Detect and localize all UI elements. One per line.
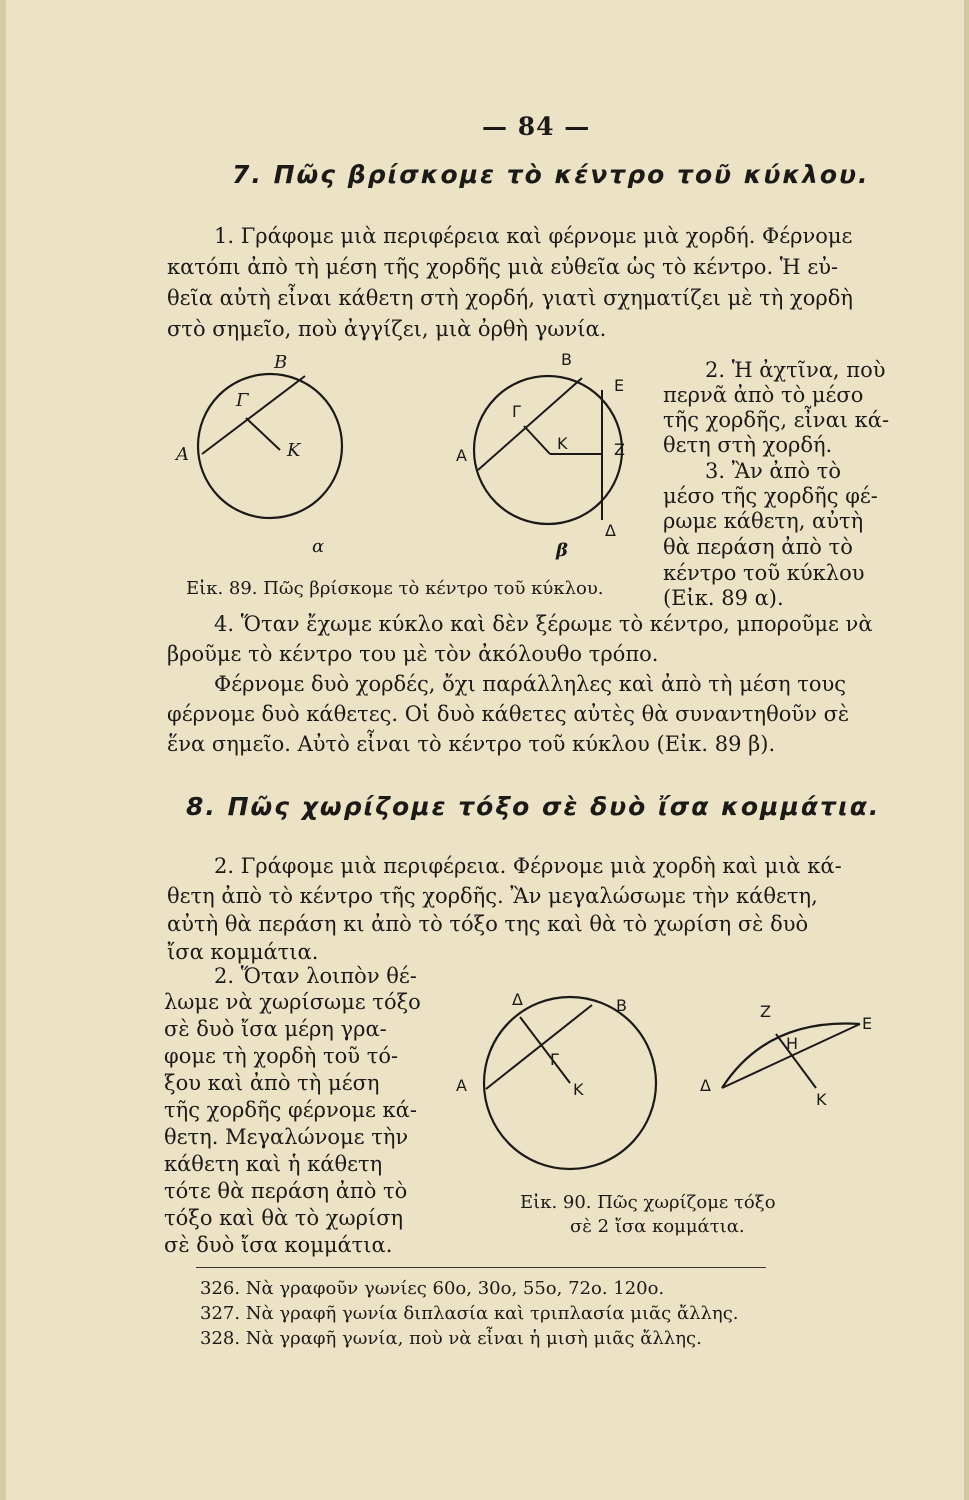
section-8-title: 8. Πῶς χωρίζομε τόξο σὲ δυὸ ἴσα κομμάτια. [186, 792, 881, 821]
fig89a-sublabel: α [312, 536, 325, 557]
fig89b-label-g: Γ [512, 402, 521, 421]
s7-p1-line: 1. Γράφομε μιὰ περιφέρεια καὶ φέρνομε μιὰ χορδή. Φέρνομε [214, 224, 853, 248]
s7-side-line: ρωμε κάθετη, αὐτὴ [663, 509, 864, 533]
figure-89a [190, 360, 360, 530]
figure-90b [712, 1000, 872, 1110]
fig90a-label-k: Κ [573, 1080, 584, 1099]
s8-p2-line: τῆς χορδῆς φέρνομε κά- [164, 1098, 417, 1122]
fig90a-label-b: Β [616, 996, 627, 1015]
fig89a-label-b: Β [274, 352, 288, 373]
s7-side-line: (Εἰκ. 89 α). [663, 586, 784, 610]
figure-90-caption-line1: Εἰκ. 90. Πῶς χωρίζομε τόξο [520, 1192, 776, 1213]
fig90b-label-d: Δ [700, 1076, 711, 1095]
fig89a-label-a: Α [176, 444, 189, 465]
s8-p2-line: τότε θὰ περάση ἀπὸ τὸ [164, 1179, 408, 1203]
s8-p1-line: 2. Γράφομε μιὰ περιφέρεια. Φέρνομε μιὰ χορδὴ καὶ μιὰ κά- [214, 854, 842, 878]
page-edge-left [0, 0, 6, 1500]
section-7-title: 7. Πῶς βρίσκομε τὸ κέντρο τοῦ κύκλου. [232, 160, 870, 189]
s8-p2-line: σὲ δυὸ ἴσα μέρη γρα- [164, 1017, 387, 1041]
s8-p1-line: αὐτὴ θὰ περάση κι ἀπὸ τὸ τόξο της καὶ θὰ τὸ χωρίση σὲ δυὸ [167, 912, 809, 936]
s8-p1-line: ἴσα κομμάτια. [167, 940, 319, 964]
figure-90-caption-line2: σὲ 2 ἴσα κομμάτια. [570, 1216, 745, 1237]
footnote-divider [196, 1267, 766, 1268]
s8-p2-line: κάθετη καὶ ἡ κάθετη [164, 1152, 383, 1176]
s7-side-line: 3. Ἂν ἀπὸ τὸ [705, 459, 841, 483]
s8-p2-line: σὲ δυὸ ἴσα κομμάτια. [164, 1233, 393, 1257]
s7-p1-line: στὸ σημεῖο, ποὺ ἀγγίζει, μιὰ ὀρθὴ γωνία. [167, 317, 607, 341]
s7-side-line: μέσο τῆς χορδῆς φέ- [663, 484, 878, 508]
s7-p5-line: φέρνομε δυὸ κάθετες. Οἱ δυὸ κάθετες αὐτὲς θὰ συναντηθοῦν σὲ [167, 702, 850, 726]
s7-side-line: 2. Ἡ ἀχτῖνα, ποὺ [705, 358, 886, 382]
s7-p1-line: θεῖα αὐτὴ εἶναι κάθετη στὴ χορδή, γιατὶ σχηματίζει μὲ τὴ χορδὴ [167, 286, 853, 310]
fig89b-sublabel: β [556, 540, 568, 561]
fig90b-label-k: Κ [816, 1090, 827, 1109]
fig90b-label-h: Η [786, 1034, 799, 1053]
s7-side-line: κέντρο τοῦ κύκλου [663, 561, 865, 585]
fig90b-label-z: Ζ [760, 1002, 771, 1021]
fig89a-label-k: Κ [287, 440, 301, 461]
fig89b-label-z: Ζ [614, 440, 625, 459]
fig89b-label-d: Δ [605, 521, 616, 540]
exercise-328: 328. Νὰ γραφῆ γωνία, ποὺ νὰ εἶναι ἡ μισὴ μιᾶς ἄλλης. [200, 1328, 702, 1349]
fig90a-label-a: Α [456, 1076, 467, 1095]
s8-p2-line: 2. Ὅταν λοιπὸν θέ- [214, 964, 417, 988]
page-edge-right [964, 0, 969, 1500]
s7-p4-line: 4. Ὅταν ἔχωμε κύκλο καὶ δὲν ξέρωμε τὸ κέντρο, μποροῦμε νὰ [214, 612, 873, 636]
s8-p2-line: θετη. Μεγαλώνομε τὴν [164, 1125, 409, 1149]
fig89b-label-b: Β [561, 350, 572, 369]
figure-89-caption: Εἰκ. 89. Πῶς βρίσκομε τὸ κέντρο τοῦ κύκλου. [186, 578, 604, 599]
s7-p5-line: Φέρνομε δυὸ χορδές, ὄχι παράλληλες καὶ ἀπὸ τὴ μέση τους [214, 672, 847, 696]
s8-p1-line: θετη ἀπὸ τὸ κέντρο τῆς χορδῆς. Ἂν μεγαλώσωμε τὴν κάθετη, [167, 884, 818, 908]
s7-side-line: περνᾶ ἀπὸ τὸ μέσο [663, 383, 864, 407]
s8-p2-line: λωμε νὰ χωρίσωμε τόξο [164, 990, 421, 1014]
fig89b-label-k: Κ [557, 434, 568, 453]
fig90a-label-g: Γ [550, 1050, 559, 1069]
s7-p5-line: ἕνα σημεῖο. Αὐτὸ εἶναι τὸ κέντρο τοῦ κύκλου (Εἰκ. 89 β). [167, 732, 776, 756]
exercise-326: 326. Νὰ γραφοῦν γωνίες 60ο, 30ο, 55ο, 72ο. 120ο. [200, 1278, 665, 1299]
fig89b-label-a: Α [456, 446, 467, 465]
fig89b-label-e: Ε [614, 376, 625, 395]
page-number: — 84 — [482, 112, 591, 141]
fig89a-label-g: Γ [236, 390, 249, 411]
s7-side-line: τῆς χορδῆς, εἶναι κά- [663, 408, 890, 432]
s7-side-line: θὰ περάση ἀπὸ τὸ [663, 535, 853, 559]
s8-p2-line: ξου καὶ ἀπὸ τὴ μέση [164, 1071, 380, 1095]
fig90b-label-e: Ε [862, 1014, 873, 1033]
s7-p4-line: βροῦμε τὸ κέντρο του μὲ τὸν ἀκόλουθο τρόπο. [167, 642, 659, 666]
s8-p2-line: φομε τὴ χορδὴ τοῦ τό- [164, 1044, 399, 1068]
exercise-327: 327. Νὰ γραφῆ γωνία διπλασία καὶ τριπλασία μιᾶς ἄλλης. [200, 1303, 739, 1324]
fig90a-label-d: Δ [512, 990, 523, 1009]
s8-p2-line: τόξο καὶ θὰ τὸ χωρίση [164, 1206, 404, 1230]
s7-side-line: θετη στὴ χορδή. [663, 433, 833, 457]
s7-p1-line: κατόπι ἀπὸ τὴ μέση τῆς χορδῆς μιὰ εὐθεῖα ὡς τὸ κέντρο. Ἡ εὐ- [167, 255, 839, 279]
figure-90a [470, 985, 660, 1175]
